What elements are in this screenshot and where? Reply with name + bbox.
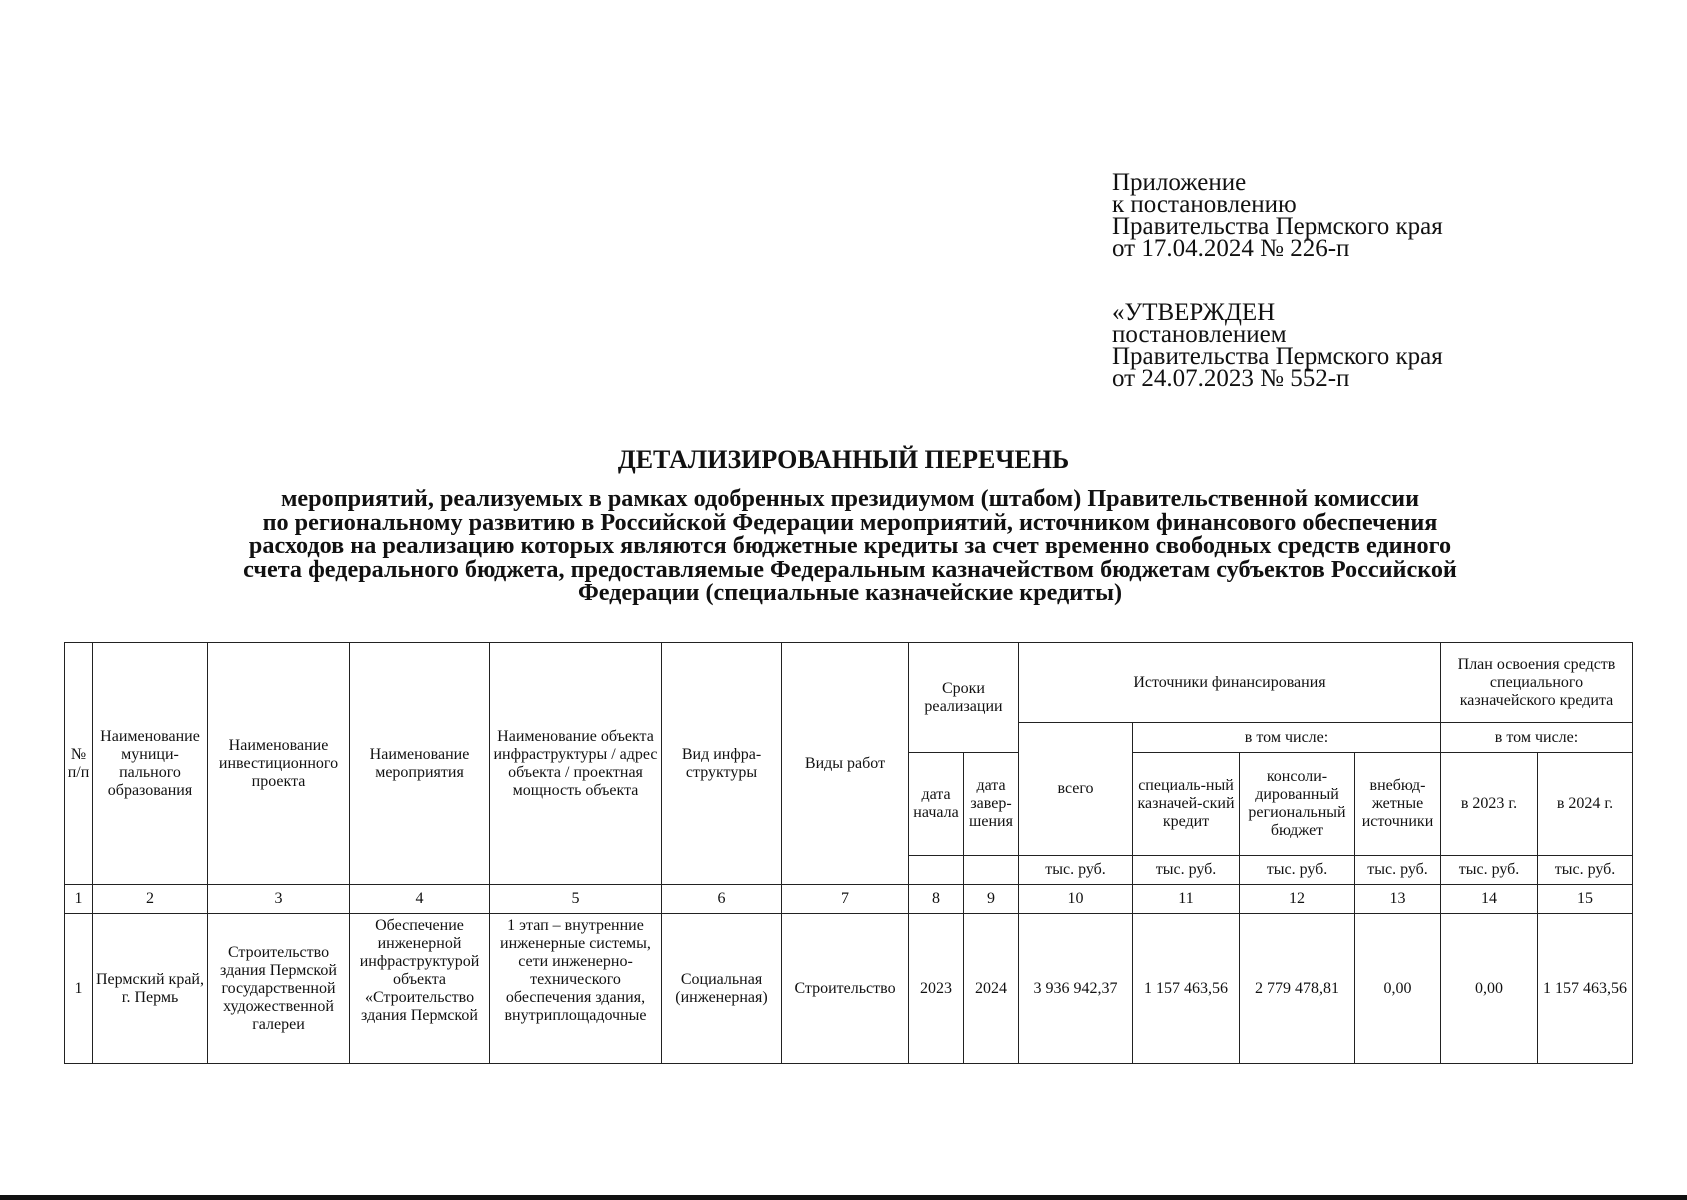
subtitle-line: счета федерального бюджета, предоставляемые Федеральным казначейством бюджетам субъектов Российской [243,555,1457,583]
column-number: 7 [782,885,909,914]
approval-line: Приложение [1112,169,1247,196]
subtitle-line: расходов на реализацию которых являются бюджетные кредиты за счет временно свободных средств единого [248,532,1452,559]
header-plan-including: в том числе: [1441,723,1633,753]
column-number: 9 [964,885,1019,914]
header-municipality: Наименование муници-пального образования [93,643,208,885]
unit-label: тыс. руб. [1441,856,1538,885]
unit-label: тыс. руб. [1019,856,1133,885]
row-end: 2024 [964,914,1019,1064]
row-infra-type: Социальная (инженерная) [662,914,782,1064]
row-2024: 1 157 463,56 [1538,914,1633,1064]
column-number: 6 [662,885,782,914]
column-number: 8 [909,885,964,914]
row-object: 1 этап – внутренние инженерные системы, сети инженерно-технического обеспечения здания, внутриплощадочные [490,914,662,1064]
header-consolidated: консоли-дированный региональный бюджет [1240,753,1355,856]
column-number: 4 [350,885,490,914]
unit-label: тыс. руб. [1133,856,1240,885]
approved-line: от 24.07.2023 № 552-п [1112,365,1350,392]
header-plan: План освоения средств специального казначейского кредита [1441,643,1633,723]
header-total: всего [1019,723,1133,856]
row-consolidated: 2 779 478,81 [1240,914,1355,1064]
subtitle-line: мероприятий, реализуемых в рамках одобренных президиумом (штабом) Правительственной комиссии [280,485,1420,512]
header-work-type: Виды работ [782,643,909,885]
unit-label: тыс. руб. [1240,856,1355,885]
header-funding: Источники финансирования [1019,643,1441,723]
approval-line: от 17.04.2024 № 226-п [1112,235,1350,262]
header-infra-type: Вид инфра-структуры [662,643,782,885]
row-start: 2023 [909,914,964,1064]
row-num: 1 [65,914,93,1064]
header-start: дата начала [909,753,964,856]
row-measure: Обеспечение инженерной инфраструктурой объекта «Строительство здания Пермской [350,914,490,1064]
header-offbudget: внебюд-жетные источники [1355,753,1441,856]
column-number: 15 [1538,885,1633,914]
header-terms: Сроки реализации [909,643,1019,753]
column-number: 14 [1441,885,1538,914]
approval-block [1112,169,1443,392]
approved-line: «УТВЕРЖДЕН [1112,299,1276,326]
column-number: 2 [93,885,208,914]
header-project: Наименование инвестиционного проекта [208,643,350,885]
row-project: Строительство здания Пермской государственной художественной галереи [208,914,350,1064]
approval-line: Правительства Пермского края [1112,213,1443,240]
header-including: в том числе: [1133,723,1441,753]
document-title: ДЕТАЛИЗИРОВАННЫЙ ПЕРЕЧЕНЬ [617,445,1070,474]
row-offbudget: 0,00 [1355,914,1441,1064]
row-2023: 0,00 [1441,914,1538,1064]
row-total: 3 936 942,37 [1019,914,1133,1064]
row-work-type: Строительство [782,914,909,1064]
column-number: 10 [1019,885,1133,914]
column-number: 12 [1240,885,1355,914]
unit-label: тыс. руб. [1355,856,1441,885]
column-number: 1 [65,885,93,914]
header-measure: Наименование мероприятия [350,643,490,885]
column-number: 11 [1133,885,1240,914]
subtitle-line: Федерации (специальные казначейские кредиты) [577,579,1123,606]
column-number: 13 [1355,885,1441,914]
header-end: дата завер-шения [964,753,1019,856]
header-object: Наименование объекта инфраструктуры / адрес объекта / проектная мощность объекта [490,643,662,885]
header-2024: в 2024 г. [1538,753,1633,856]
column-number: 5 [490,885,662,914]
document-subtitle [130,487,1570,605]
row-special-credit: 1 157 463,56 [1133,914,1240,1064]
subtitle-line: по региональному развитию в Российской Федерации мероприятий, источником финансового обеспечения [262,508,1438,536]
scan-edge [0,1195,1687,1200]
approval-line: к постановлению [1112,191,1297,218]
row-municipality: Пермский край, г. Пермь [93,914,208,1064]
header-num: № п/п [65,643,93,885]
unit-label: тыс. руб. [1538,856,1633,885]
column-number: 3 [208,885,350,914]
approved-line: постановлением [1112,321,1287,348]
table-row [65,914,1633,1064]
measures-table [64,642,1633,1064]
header-2023: в 2023 г. [1441,753,1538,856]
approved-line: Правительства Пермского края [1112,343,1443,370]
header-special-credit: специаль-ный казначей-ский кредит [1133,753,1240,856]
